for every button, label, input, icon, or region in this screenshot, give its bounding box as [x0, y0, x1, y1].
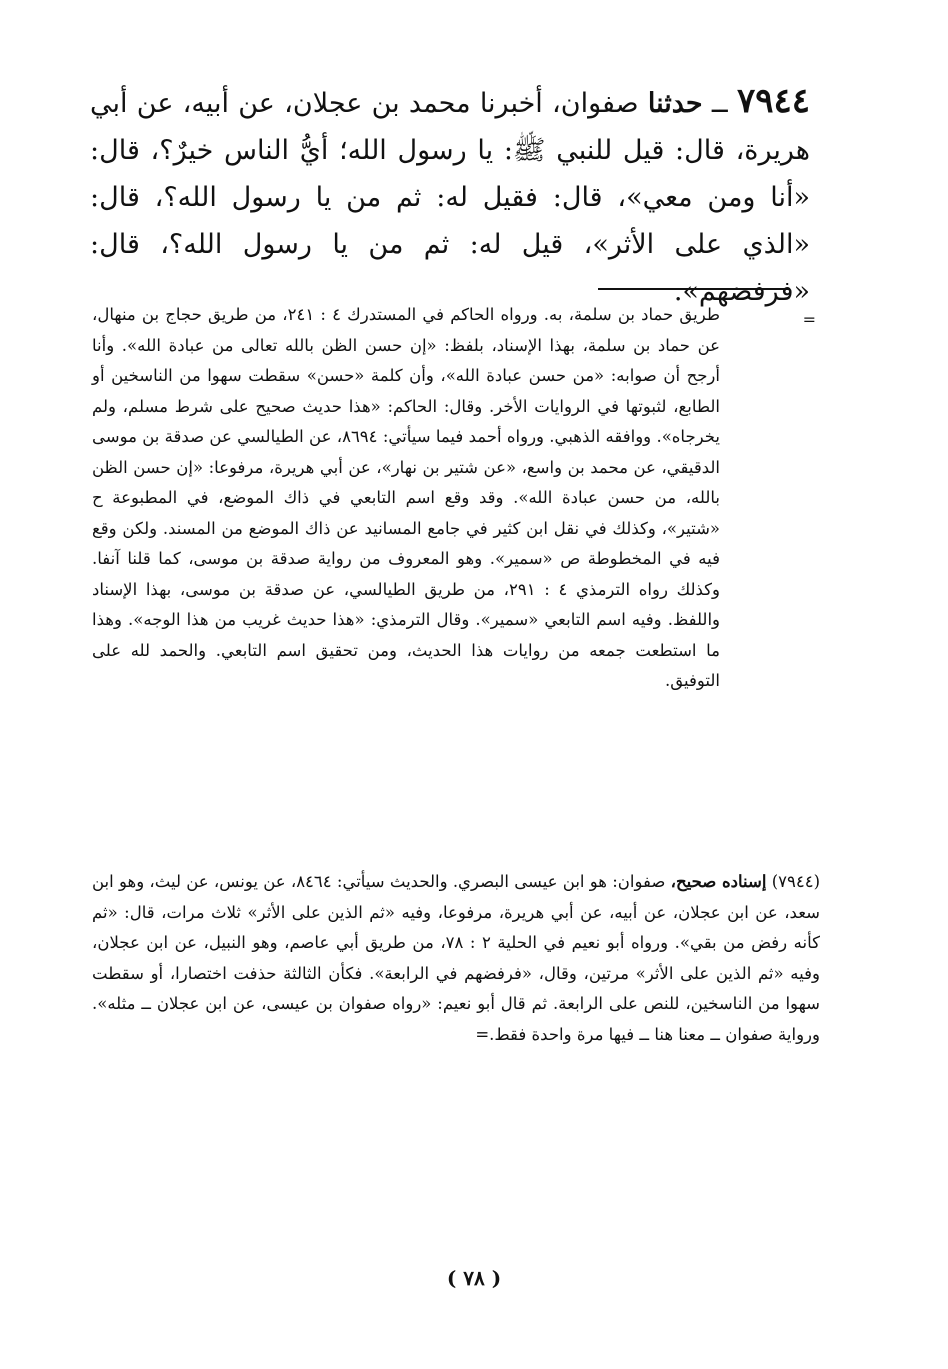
hadith-lead-word: حدثنا: [647, 88, 703, 119]
footnote-ref: (٧٩٤٤): [771, 872, 821, 891]
continuation-mark: =: [802, 310, 816, 329]
dash: ــ: [702, 88, 728, 119]
hadith-number: ٧٩٤٤: [736, 81, 810, 121]
footnote-7944: [92, 867, 820, 1050]
hadith-text-block: [90, 78, 810, 315]
footnote-heading: إسناده صحيح،: [670, 872, 767, 891]
footnote-body: صفوان: هو ابن عيسى البصري. والحديث سيأتي: ٨٤٦٤، عن يونس، عن ليث، وهو ابن سعد، عن ابن عجلان، عن أبيه، عن أبي هريرة، مرفوعا، وفيه «ثم الذين على الأثر» ثلاث مرات، قال: «ثم كأنه رفض من بقي». ورواه أبو نعيم في الحلية ٢ : ٧٨، من طريق أبي عاصم، وهو النبيل، عن ابن عجلان، وفيه «ثم الذين على الأثر» مرتين، وقال، «فرفضهم في الرابعة». فكأن الثالثة حذفت اختصارا، أو سقطت سهوا من الناسخين، للنص على الرابعة. ثم قال أبو نعيم: «رواه صفوان بن عيسى، عن ابن عجلان ــ مثله». ورواية صفوان ــ معنا هنا ــ فيها مرة واحدة فقط.: [92, 872, 820, 1044]
hadith-body: صفوان، أخبرنا محمد بن عجلان، عن أبيه، عن أبي هريرة، قال: قيل للنبي ﷺ: يا رسول الله؛ أيُّ الناس خيرٌ؟، قال: «أنا ومن معي»، قال: فقيل له: ثم من يا رسول الله؟، قال: «الذي على الأثر»، قيل له: ثم من يا رسول الله؟، قال: «فرفضهم».: [90, 88, 810, 307]
page-number: ( ٧٨ ): [446, 1266, 502, 1290]
footnote-continued-text: طريق حماد بن سلمة، به. ورواه الحاكم في المستدرك ٤ : ٢٤١، من طريق حجاج بن منهال، عن حماد بن سلمة، بهذا الإسناد، بلفظ: «إن حسن الظن بالله تعالى من عبادة الله». وأنا أرجح أن صوابه: «من حسن عبادة الله»، وأن كلمة «حسن» سقطت سهوا من الناسخين أو الطابع، لثبوتها في الروايات الأخر. وقال: الحاكم: «هذا حديث صحيح على شرط مسلم، ولم يخرجاه». ووافقه الذهبي. ورواه أحمد فيما سيأتي: ٨٦٩٤، عن الطيالسي عن صدقة بن موسى الدقيقي، عن محمد بن واسع، «عن شتير بن نهار»، عن أبي هريرة، مرفوعا: «إن حسن الظن بالله، من حسن عبادة الله». وقد وقع اسم التابعي في ذاك الموضع، في المطبوعة ح «شتير»، وكذلك في نقل ابن كثير في جامع المسانيد عن ذاك الموضع من المسند. ولكن وقع فيه في المخطوطة ص «سمير». وهو المعروف من رواية صدقة بن موسى، كما قلنا آنفا. وكذلك رواه الترمذي ٤ : ٢٩١، من طريق الطيالسي، عن صدقة بن موسى، بهذا الإسناد واللفظ. وفيه اسم التابعي «سمير». وقال الترمذي: «هذا حديث غريب من هذا الوجه». وهذا ما استطعت جمعه من روايات هذا الحديث، ومن تحقيق اسم التابعي. والحمد لله على التوفيق.: [92, 305, 721, 690]
footnote-separator-rule: [598, 288, 790, 290]
footnote-continuation-mark: =: [475, 1024, 490, 1044]
footnotes-block: [92, 300, 720, 697]
